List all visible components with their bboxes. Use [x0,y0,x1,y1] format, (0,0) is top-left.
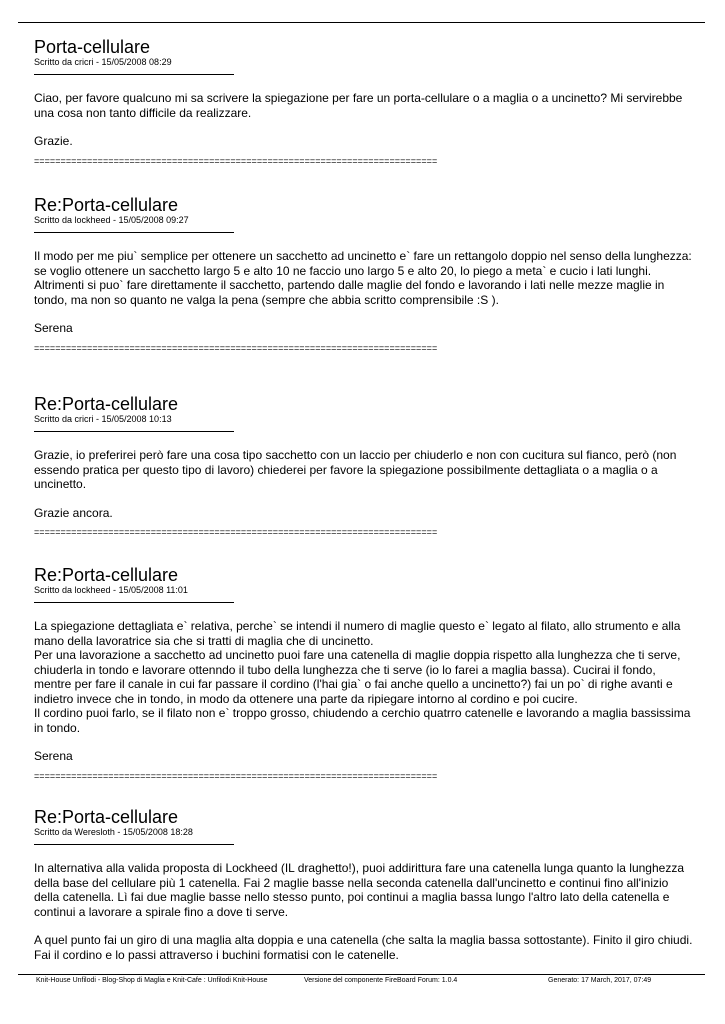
footer-generated: Generato: 17 March, 2017, 07:49 [548,977,652,984]
post-paragraph: Serena [34,321,73,335]
top-rule [18,22,705,23]
post-title: Re:Porta-cellulare [34,807,179,827]
post-separator: ============================================================================ [34,342,438,353]
post-paragraph: Il modo per me piu` semplice per ottenere un sacchetto ad uncinetto e` fare un rettangolo doppio nel senso della lunghezza: se voglio ottenere un sacchetto largo 5 e alto 10 ne faccio uno largo 5 e alto 20, lo piego a meta` e cucio i lati lunghi. Altrimenti si puo` fare direttamente il sacchetto, partendo dalle maglie del fondo e lavorando i lati nelle mezze maglie in tondo, ma non so quanto ne valga la pena (sempre che abbia scritto comprensibile :S ). [34,249,692,307]
meta-rule [34,431,234,432]
post-separator: ============================================================================ [34,155,438,166]
post-paragraph: Grazie, io preferirei però fare una cosa tipo sacchetto con un laccio per chiuderlo e non con cucitura sul fianco, però (non essendo pratica per questo tipo di lavoro) chiederei per favore la spiegazione possibilmente dettagliata o a maglia o a uncinetto. [34,448,677,491]
meta-rule [34,232,234,233]
post-paragraph: A quel punto fai un giro di una maglia alta doppia e una catenella (che salta la maglia bassa sottostante). Finito il giro chiudi. Fai il cordino e lo passi attraverso i buchini formatisi con le catenelle. [34,933,693,962]
footer-rule [18,974,705,975]
post-paragraph: Ciao, per favore qualcuno mi sa scrivere la spiegazione per fare un porta-cellulare o a maglia o a uncinetto? Mi servirebbe una cosa non tanto difficile da realizzare. [34,91,683,120]
footer-version: Versione del componente FireBoard Forum: 1.0.4 [304,977,458,984]
post-paragraph: Serena [34,749,73,763]
post-paragraph: In alternativa alla valida proposta di Lockheed (IL draghetto!), puoi addirittura fare una catenella lunga quanto la lunghezza della base del cellulare più 1 catenella. Fai 2 maglie basse nella seconda catenella dall'uncinetto e continui fino all'inizio della catenella. Lì fai due maglie basse nello stesso punto, poi continui a maglia bassa lungo l'altro lato della catenella e continui a lavorare a spirale fino a dove ti serve. [34,861,684,919]
post-5 [34,807,694,962]
post-paragraph: Grazie ancora. [34,505,113,520]
post-title: Porta-cellulare [34,37,151,57]
post-title: Re:Porta-cellulare [34,195,179,215]
post-separator: ============================================================================ [34,770,438,781]
post-meta: Scritto da lockheed - 15/05/2008 11:01 [34,585,188,595]
post-paragraph: La spiegazione dettagliata e` relativa, perche` se intendi il numero di maglie questo e` legato al filato, allo strumento e alla mano della lavoratrice sia che si tratti di maglia che di uncinetto. Per una lavorazione a sacchetto ad uncinetto puoi fare una catenella di maglie doppia rispetto alla lunghezza che ti serve, chiuderla in tondo e lavorare ottenndo il tubo della lunghezza che ti serve (io lo farei a maglia bassa). Cucirai il fondo, mentre per fare il canale in cui far passare il cordino (l'hai gia` o fai anche quello a uncinetto?) fai un po` di righe avanti e indietro invece che in tondo, in modo da ottenere una parte da ripiegare intorno al cordino e poi cucire. Il cordino puoi farlo, se il filato non e` troppo grosso, chiudendo a cerchio quatrro catenelle e lavorando a maglia bassissima in tondo. [34,619,691,735]
post-1 [34,37,694,166]
meta-rule [34,602,234,603]
post-meta: Scritto da lockheed - 15/05/2008 09:27 [34,215,189,225]
post-paragraph: Grazie. [34,134,73,148]
meta-rule [34,74,234,75]
post-3 [34,394,694,537]
post-separator: ============================================================================ [34,527,438,537]
post-meta: Scritto da cricri - 15/05/2008 10:13 [34,414,172,424]
post-meta: Scritto da Weresloth - 15/05/2008 18:28 [34,827,193,837]
post-4 [34,565,694,781]
post-meta: Scritto da cricri - 15/05/2008 08:29 [34,57,172,67]
post-2 [34,195,694,353]
meta-rule [34,844,234,845]
post-title: Re:Porta-cellulare [34,565,179,585]
post-title: Re:Porta-cellulare [34,394,179,414]
footer-site: Knit-House Unfilodi - Blog-Shop di Maglia e Knit-Cafe : Unfilodi Knit-House [36,977,268,984]
